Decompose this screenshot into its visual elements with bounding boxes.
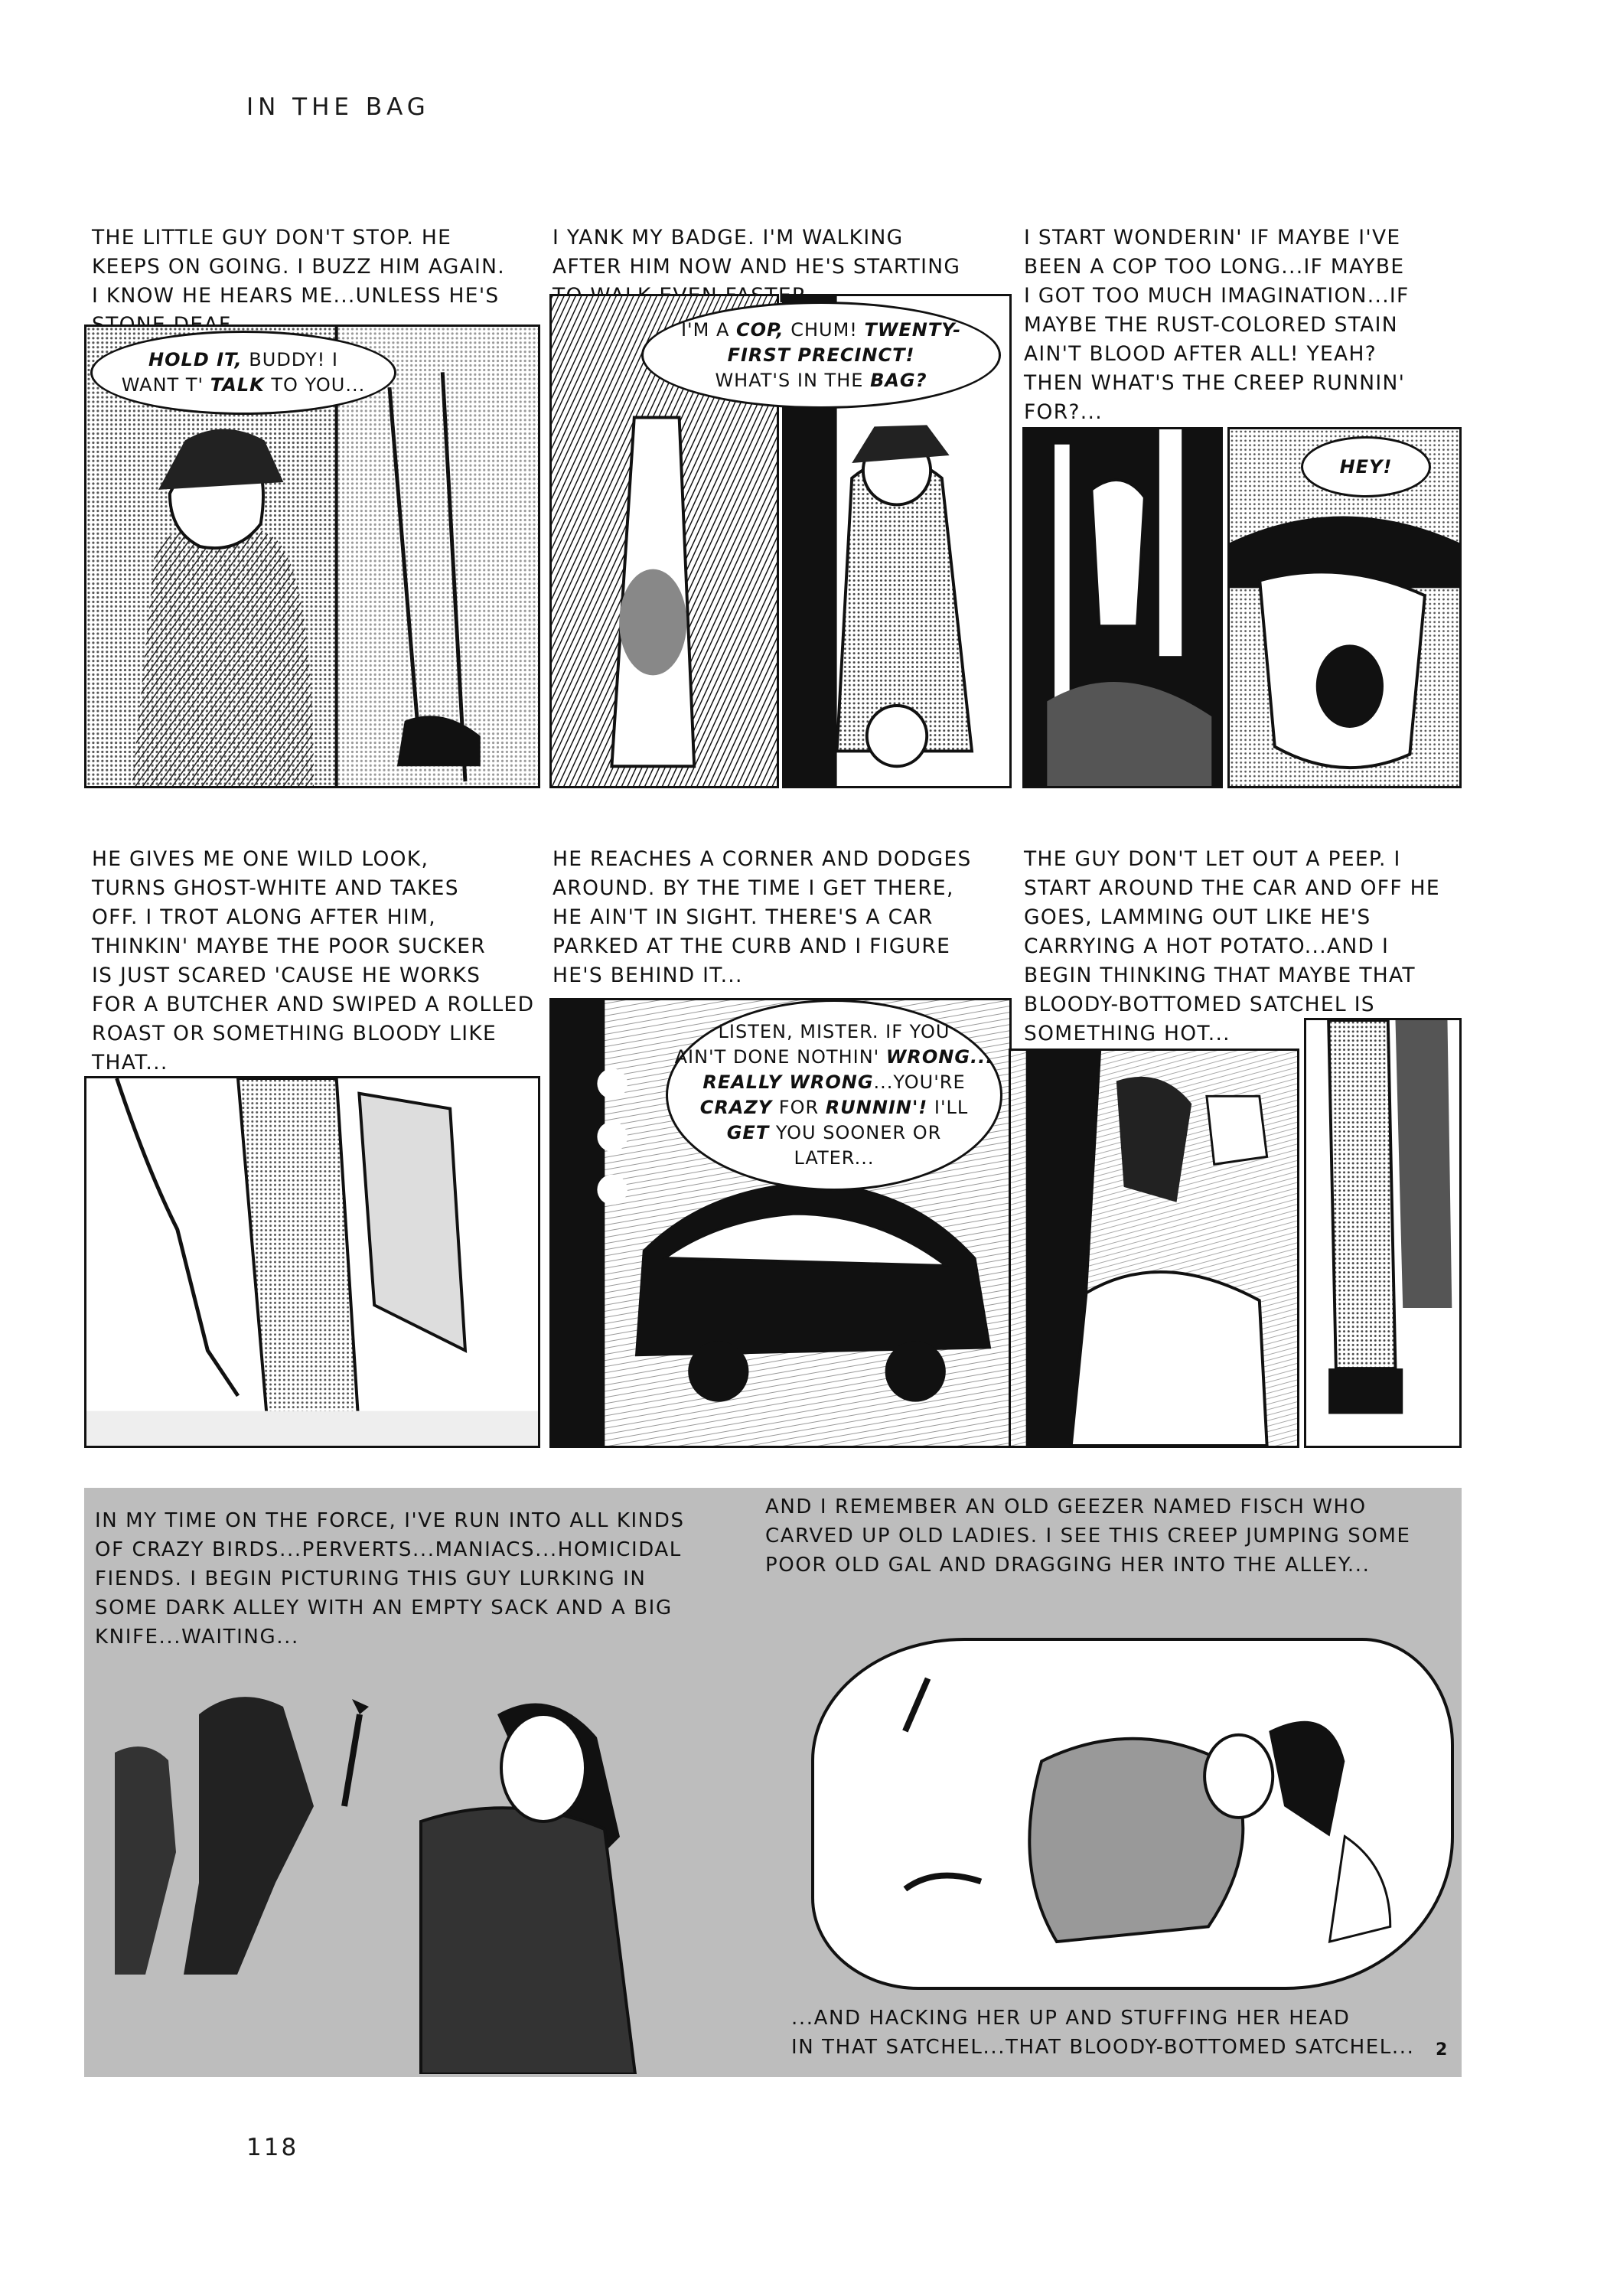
bottom-left-caption: [95, 1506, 768, 1652]
caption-line: CARRYING A HOT POTATO...AND I: [1024, 934, 1390, 958]
caption-line: PARKED AT THE CURB AND I FIGURE: [553, 934, 951, 958]
caption-line: THE GUY DON'T LET OUT A PEEP. I: [1024, 847, 1401, 871]
caption-line: THE LITTLE GUY DON'T STOP. HE: [92, 226, 452, 249]
caption-line: TURNS GHOST-WHITE AND TAKES: [92, 876, 459, 900]
caption-line: I YANK MY BADGE. I'M WALKING: [553, 226, 904, 249]
panel4-caption: [92, 845, 551, 1078]
caption-line: AIN'T BLOOD AFTER ALL! YEAH?: [1024, 342, 1377, 366]
caption-line: MAYBE THE RUST-COLORED STAIN: [1024, 313, 1398, 337]
caption-line: SOMETHING HOT...: [1024, 1022, 1231, 1045]
caption-line: HE GIVES ME ONE WILD LOOK,: [92, 847, 429, 871]
caption-line: KEEPS ON GOING. I BUZZ HIM AGAIN.: [92, 255, 506, 279]
caption-line: OF CRAZY BIRDS...PERVERTS...MANIACS...HOMICIDAL: [95, 1538, 682, 1561]
panel4-artwork: [84, 1076, 540, 1448]
caption-line: I START WONDERIN' IF MAYBE I'VE: [1024, 226, 1401, 249]
caption-line: FOR A BUTCHER AND SWIPED A ROLLED: [92, 993, 535, 1016]
panel3-speech-balloon: HEY!: [1301, 436, 1431, 497]
bottom-closing-caption: [791, 2004, 1449, 2062]
panel6-artwork-right: [1304, 1018, 1462, 1448]
caption-line: IN MY TIME ON THE FORCE, I'VE RUN INTO ALL KINDS: [95, 1509, 685, 1532]
caption-line: HE REACHES A CORNER AND DODGES: [553, 847, 972, 871]
caption-line: FIENDS. I BEGIN PICTURING THIS GUY LURKING IN: [95, 1567, 647, 1590]
panel5-speech-balloon: LISTEN, MISTER. IF YOU AIN'T DONE NOTHIN' WRONG... REALLY WRONG...YOU'RE CRAZY FOR RUNNIN'! I'LL GET YOU SOONER OR LATER...: [666, 1000, 1002, 1191]
caption-line: HE'S BEHIND IT...: [553, 964, 743, 987]
panel3-artwork-left: [1022, 427, 1223, 788]
bottom-right-caption: [765, 1492, 1454, 1580]
panel-sequence-marker: 2: [1436, 2040, 1448, 2060]
panel1-caption: [92, 223, 536, 340]
caption-line: THEN WHAT'S THE CREEP RUNNIN': [1024, 371, 1406, 395]
bottom-left-artwork: [84, 1653, 796, 2074]
caption-line: IN THAT SATCHEL...THAT BLOODY-BOTTOMED SATCHEL...: [791, 2036, 1415, 2059]
caption-line: OFF. I TROT ALONG AFTER HIM,: [92, 905, 436, 929]
caption-line: POOR OLD GAL AND DRAGGING HER INTO THE ALLEY...: [765, 1554, 1371, 1577]
caption-line: START AROUND THE CAR AND OFF HE: [1024, 876, 1440, 900]
caption-line: IS JUST SCARED 'CAUSE HE WORKS: [92, 964, 481, 987]
caption-line: I GOT TOO MUCH IMAGINATION...IF: [1024, 284, 1410, 308]
bottom-right-vignette: [811, 1638, 1454, 1990]
panel6-artwork-left: [1009, 1049, 1299, 1448]
caption-line: BEGIN THINKING THAT MAYBE THAT: [1024, 964, 1416, 987]
caption-line: AROUND. BY THE TIME I GET THERE,: [553, 876, 954, 900]
caption-line: I KNOW HE HEARS ME...UNLESS HE'S: [92, 284, 500, 308]
panel1-speech-balloon: HOLD IT, BUDDY! I WANT T' TALK TO YOU...: [90, 331, 396, 415]
caption-line: HE AIN'T IN SIGHT. THERE'S A CAR: [553, 905, 934, 929]
page-running-title: IN THE BAG: [246, 93, 430, 121]
page-number: 118: [246, 2134, 299, 2161]
panel2-speech-balloon: I'M A COP, CHUM! TWENTY- FIRST PRECINCT! WHAT'S IN THE BAG?: [641, 302, 1001, 409]
caption-line: BLOODY-BOTTOMED SATCHEL IS: [1024, 993, 1375, 1016]
caption-line: CARVED UP OLD LADIES. I SEE THIS CREEP JUMPING SOME: [765, 1525, 1411, 1548]
caption-line: ROAST OR SOMETHING BLOODY LIKE: [92, 1022, 497, 1045]
caption-line: SOME DARK ALLEY WITH AN EMPTY SACK AND A BIG: [95, 1596, 673, 1619]
panel5-caption: [553, 845, 1019, 990]
caption-line: GOES, LAMMING OUT LIKE HE'S: [1024, 905, 1371, 929]
caption-line: AFTER HIM NOW AND HE'S STARTING: [553, 255, 961, 279]
caption-line: THINKIN' MAYBE THE POOR SUCKER: [92, 934, 487, 958]
panel3-caption: [1024, 223, 1483, 427]
caption-line: AND I REMEMBER AN OLD GEEZER NAMED FISCH WHO: [765, 1495, 1367, 1518]
caption-line: FOR?...: [1024, 400, 1103, 424]
caption-line: ...AND HACKING HER UP AND STUFFING HER HEAD: [791, 2007, 1351, 2030]
caption-line: THAT...: [92, 1051, 168, 1075]
caption-line: BEEN A COP TOO LONG...IF MAYBE: [1024, 255, 1405, 279]
caption-line: KNIFE...WAITING...: [95, 1626, 299, 1649]
